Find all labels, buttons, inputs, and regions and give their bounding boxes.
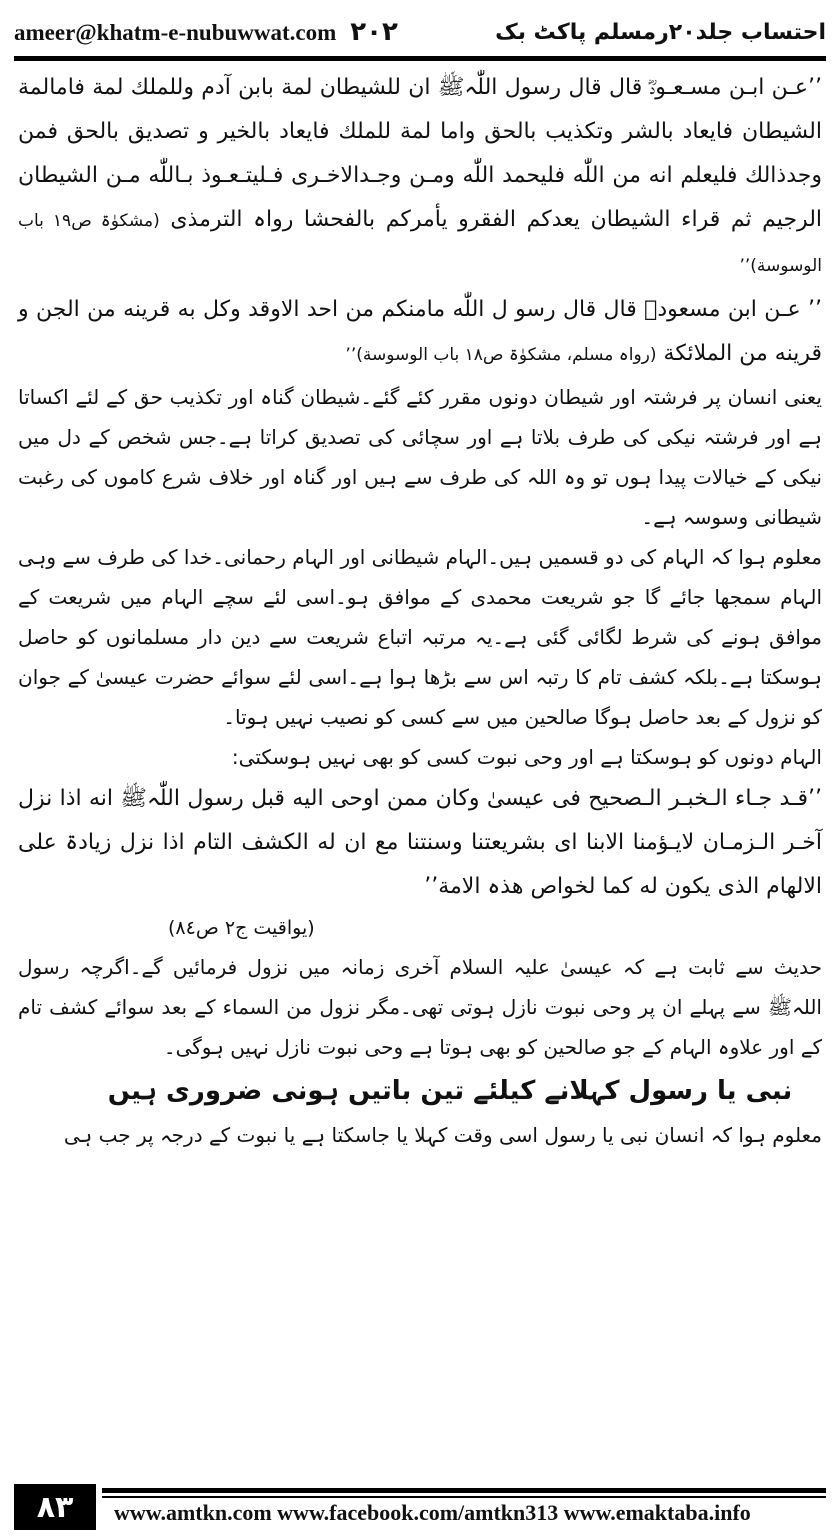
hadith-2-text: ’’ عـن ابن مسعودؓ قال قال رسو ل اللّٰه مامنکم من احد الاوقد وکل به قرینه من الجن و قرینه من الملائکة <box>18 297 822 366</box>
header-rule <box>14 56 826 61</box>
header-email[interactable]: ameer@khatm-e-nubuwwat.com <box>14 20 337 45</box>
paragraph-4: حدیث سے ثابت ہے کہ عیسیٰ علیہ السلام آخری زمانہ میں نزول فرمائیں گے۔اگرچہ رسول اللہﷺ سے پہلے ان پر وحی نبوت نازل ہوتی تھی۔مگر نزول من السماء کے بعد سوائے کشف تام کے اور علاوہ الہام کے جو صالحین کو بھی ہوتا ہے وحی نبوت نازل نہیں ہوگی۔ <box>18 955 822 1059</box>
paragraph-5: معلوم ہوا کہ انسان نبی یا رسول اسی وقت کہلا یا جاسکتا ہے یا نبوت کے درجہ پر جب ہی <box>63 1123 822 1147</box>
hadith-3-reference: (یواقیت ج۲ ص۸٤) <box>168 917 315 939</box>
hadith-1-reference: (مشکوٰۃ ص۱۹ باب الوسوسة)’’ <box>18 211 822 276</box>
header-left <box>14 17 398 47</box>
hadith-1-text: ’’عـن ابـن مسـعـودؓ قال قال رسول اللّٰہﷺ ان للشیطان لمة بابن آدم وللملك لمة فامالمة الشیطان فایعاد بالشر وتکذیب بالحق واما لمة للملك فایعاد بالخیر و تصدیق بالحق فمن وجدذالك فلیعلم انه من اللّٰه فلیحمد اللّٰه ومـن وجـدالاخـری فـلیتـعـوذ بـاللّٰه مـن الشیطان الرجیم ثم قراء الشیطان یعدکم الفقرو یأمرکم بالفحشا رواہ الترمذی <box>18 75 823 232</box>
footer-page-number: ۸۳ <box>14 1484 96 1530</box>
page-content <box>18 66 822 1446</box>
paragraph-3: الہام دونوں کو ہوسکتا ہے اور وحی نبوت کسی کو بھی نہیں ہوسکتی: <box>231 745 822 769</box>
hadith-2 <box>18 288 822 377</box>
header-book-title: احتساب جلد۲۰رمسلم پاکٹ بک <box>495 19 826 45</box>
page-header <box>14 14 826 50</box>
footer-rule-thin <box>102 1496 826 1498</box>
paragraph-1: یعنی انسان پر فرشتہ اور شیطان دونوں مقرر کئے گئے۔شیطان گناہ اور تکذیب حق کے لئے اکساتا ہے اور فرشتہ نیکی کی طرف بلاتا ہے اور سچائی کی تصدیق کراتا ہے۔جس شخص کے دل میں نیکی کے خیالات پیدا ہوں تو وہ اللہ کی طرف سے ہیں اور گناہ اور خلاف شرع کاموں کی رغبت شیطانی وسوسہ ہے۔ <box>18 385 822 529</box>
footer-links[interactable]: www.amtkn.com www.facebook.com/amtkn313 www.emaktaba.info <box>114 1500 751 1525</box>
section-subheading: نبی یا رسول کہلانے کیلئے تین باتیں ہونی ضروری ہیں <box>107 1076 793 1106</box>
hadith-1 <box>18 66 822 288</box>
hadith-2-reference: (رواہ مسلم، مشکوٰۃ ص۱۸ باب الوسوسة)’’ <box>345 345 657 365</box>
hadith-3: ’’قـد جـاء الـخبـر الـصحیح فی عیسیٰ وکان ممن اوحی الیه قبل رسول اللّٰہﷺ انه اذا نزل آخـر الـزمـان لایـؤمنا الابنا ای بشریعتنا وسنتنا مع ان له الکشف التام اذا نزل زیادۃ علی الالهام الذی یکون له کما لخواص هذہ الامة’’ <box>18 786 822 899</box>
footer-rule-thick <box>102 1488 826 1493</box>
paragraph-2: معلوم ہوا کہ الہام کی دو قسمیں ہیں۔الہام شیطانی اور الہام رحمانی۔خدا کی طرف سے وہی الہام سمجھا جائے گا جو شریعت محمدی کے موافق ہو۔اسی لئے سچے الہام میں شریعت کے موافق ہونے کی شرط لگائی گئی ہے۔یہ مرتبہ اتباع شریعت سے دین دار مسلمانوں کو حاصل ہوسکتا ہے۔بلکہ کشف تام کا رتبہ اس سے بڑھا ہوا ہے۔اسی لئے سوائے حضرت عیسیٰ کے جوان کو نزول کے بعد حاصل ہوگا صالحین میں سے کسی کو نصیب نہیں ہوتا۔ <box>18 545 822 729</box>
header-page-number: ۲۰۲ <box>350 17 398 47</box>
page-footer <box>14 1484 826 1530</box>
